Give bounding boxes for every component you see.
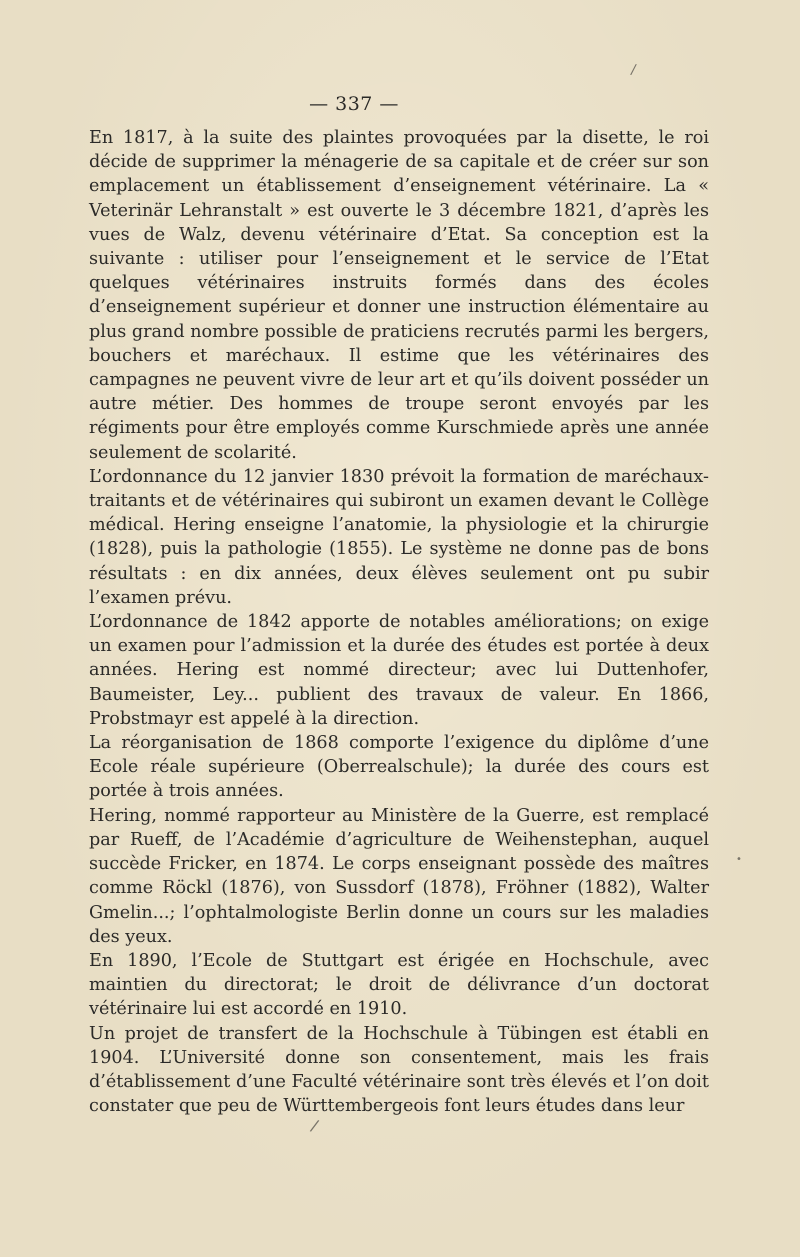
paragraph-2: L’ordonnance du 12 janvier 1830 prévoit la formation de maréchaux-traitants et de vétérinaires qui subiront un examen devant le Collège médical. Hering enseigne l’anatomie, la physiologie et la chirurgie (1828), puis la pathologie (1855). Le système ne donne pas de bons résultats : en dix années, deux élèves seulement ont pu subir l’examen prévu. — [89, 466, 709, 608]
paragraph-7: Un projet de transfert de la Hochschule à Tübingen est établi en 1904. L’Université donne son consentement, mais les frais d’établissement d’une Faculté vétérinaire sont très élevés et l’on doit constater que peu de Württembergeois font leurs études dans leur — [89, 1023, 709, 1117]
dot-mark-margin: • — [736, 854, 742, 865]
page-number: — 337 — — [309, 93, 399, 115]
paragraph-1: En 1817, à la suite des plaintes provoquées par la disette, le roi décide de supprimer la ménagerie de sa capitale et de créer sur son emplacement un établissement d’enseignement vétérinaire. La « Veterinär Lehranstalt » est ouverte le 3 décembre 1821, d’après les vues de Walz, devenu vétérinaire d’Etat. Sa conception est la suivante : utiliser pour l’enseignement et le service de l’Etat quelques vétérinaires instruits formés dans des écoles d’enseignement supérieur et donner une instruction élémentaire au plus grand nombre possible de praticiens recrutés parmi les bergers, bouchers et maréchaux. Il estime que les vétérinaires des campagnes ne peuvent vivre de leur art et qu’ils doivent posséder un autre métier. Des hommes de troupe seront envoyés par les régiments pour être employés comme Kurschmiede après une année seulement de scolarité. — [89, 128, 709, 463]
body-text — [89, 126, 709, 1118]
paragraph-4: La réorganisation de 1868 comporte l’exigence du diplôme d’une Ecole réale supérieure (Oberrealschule); la durée des cours est portée à trois années. — [89, 733, 709, 802]
pencil-mark-bottom: / — [308, 1115, 321, 1136]
paragraph-6: En 1890, l’Ecole de Stuttgart est érigée en Hochschule, avec maintien du directorat; le droit de délivrance d’un doctorat vétérinaire lui est accordé en 1910. — [89, 950, 709, 1020]
paragraph-3: L’ordonnance de 1842 apporte de notables améliorations; on exige un examen pour l’admission et la durée des études est portée à deux années. Hering est nommé directeur; avec lui Duttenhofer, Baumeister, Ley... publient des travaux de valeur. En 1866, Probstmayr est appelé à la direction. — [89, 612, 709, 729]
paragraph-5: Hering, nommé rapporteur au Ministère de la Guerre, est remplacé par Rueff, de l’Académie d’agriculture de Weihenstephan, auquel succède Fricker, en 1874. Le corps enseignant possède des maîtres comme Röckl (1876), von Sussdorf (1878), Fröhner (1882), Walter Gmelin...; l’ophtalmologiste Berlin donne un cours sur les maladies des yeux. — [89, 805, 709, 947]
pencil-mark-top: / — [629, 61, 638, 79]
